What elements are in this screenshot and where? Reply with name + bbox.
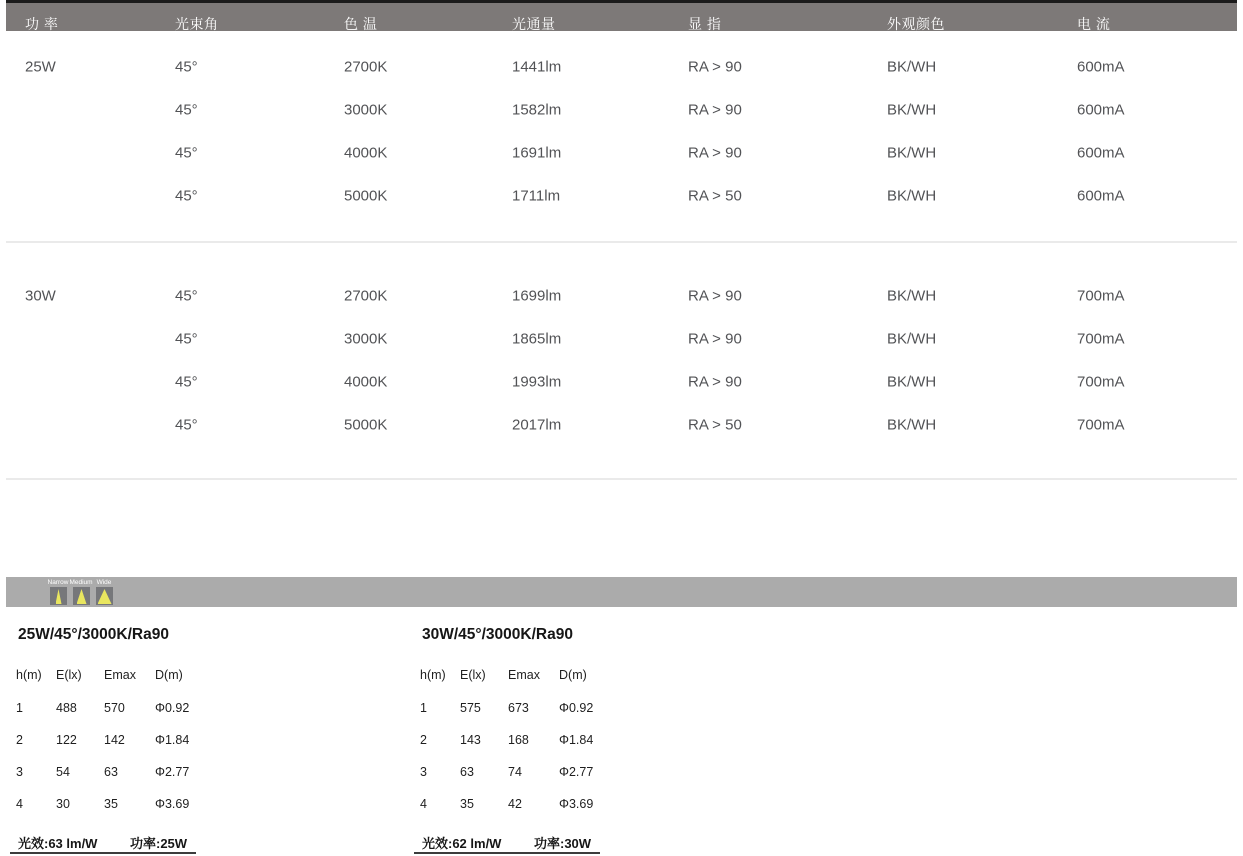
- cri-cell: RA > 50: [688, 416, 742, 433]
- lux-cell: 35: [460, 797, 474, 811]
- current-cell: 600mA: [1077, 58, 1125, 75]
- cct-cell: 2700K: [344, 287, 388, 304]
- col-header-flux: 光通量: [512, 16, 556, 32]
- lux-cell: 143: [460, 733, 481, 747]
- emax-cell: 42: [508, 797, 522, 811]
- diameter-cell: Φ1.84: [559, 733, 594, 747]
- current-cell: 700mA: [1077, 287, 1125, 304]
- height-cell: 2: [16, 733, 23, 747]
- beam-triangle: [77, 589, 87, 604]
- beam-label-narrow: Narrow: [47, 579, 69, 586]
- photo-col-emax: Emax: [104, 668, 136, 682]
- power-cell: 25W: [25, 58, 56, 75]
- power-cell: 30W: [25, 287, 56, 304]
- cri-cell: RA > 90: [688, 287, 742, 304]
- diameter-cell: Φ0.92: [155, 701, 190, 715]
- finish-cell: BK/WH: [887, 373, 937, 390]
- flux-cell: 1993lm: [512, 373, 562, 390]
- photo-col-height: h(m): [16, 668, 42, 682]
- group-divider: [6, 478, 1237, 480]
- col-header-power: 功 率: [25, 16, 59, 32]
- col-header-cct: 色 温: [344, 16, 378, 32]
- current-cell: 700mA: [1077, 373, 1125, 390]
- height-cell: 1: [16, 701, 23, 715]
- table-row: [0, 360, 1243, 403]
- diameter-cell: Φ3.69: [559, 797, 594, 811]
- power-value: 功率:30W: [534, 836, 592, 851]
- beam-angle-cell: 45°: [175, 287, 198, 304]
- diameter-cell: Φ1.84: [155, 733, 190, 747]
- group-divider: [6, 241, 1237, 243]
- beam-legend-bar: [6, 577, 1237, 607]
- photo-col-lux: E(lx): [56, 668, 82, 682]
- beam-triangle: [56, 589, 62, 604]
- height-cell: 3: [420, 765, 427, 779]
- power-value: 功率:25W: [130, 836, 188, 851]
- cct-cell: 4000K: [344, 373, 388, 390]
- finish-cell: BK/WH: [887, 58, 937, 75]
- wide-beam-icon: [96, 587, 113, 605]
- lux-cell: 488: [56, 701, 77, 715]
- finish-cell: BK/WH: [887, 287, 937, 304]
- col-header-current: 电 流: [1077, 16, 1111, 32]
- table-row: [0, 131, 1243, 174]
- photometric-table-25w: [0, 616, 330, 856]
- height-cell: 1: [420, 701, 427, 715]
- beam-angle-cell: 45°: [175, 330, 198, 347]
- beam-angle-cell: 45°: [175, 373, 198, 390]
- lux-cell: 54: [56, 765, 70, 779]
- col-header-finish: 外观颜色: [887, 16, 945, 32]
- finish-cell: BK/WH: [887, 101, 937, 118]
- diameter-cell: Φ3.69: [155, 797, 190, 811]
- cri-cell: RA > 50: [688, 187, 742, 204]
- lux-cell: 30: [56, 797, 70, 811]
- current-cell: 700mA: [1077, 330, 1125, 347]
- current-cell: 600mA: [1077, 187, 1125, 204]
- photometric-table-30w: [404, 616, 734, 856]
- flux-cell: 1699lm: [512, 287, 562, 304]
- finish-cell: BK/WH: [887, 330, 937, 347]
- emax-cell: 168: [508, 733, 529, 747]
- beam-angle-cell: 45°: [175, 416, 198, 433]
- cct-cell: 3000K: [344, 101, 388, 118]
- efficacy-value: 光效:62 lm/W: [422, 836, 502, 851]
- emax-cell: 74: [508, 765, 522, 779]
- emax-cell: 35: [104, 797, 118, 811]
- spec-table-header-bar: [0, 0, 1243, 31]
- finish-cell: BK/WH: [887, 187, 937, 204]
- beam-angle-cell: 45°: [175, 144, 198, 161]
- cri-cell: RA > 90: [688, 58, 742, 75]
- photometric-title: 30W/45°/3000K/Ra90: [422, 626, 573, 643]
- cri-cell: RA > 90: [688, 373, 742, 390]
- lux-cell: 122: [56, 733, 77, 747]
- spec-group-25w: [0, 45, 1243, 217]
- height-cell: 4: [16, 797, 23, 811]
- emax-cell: 142: [104, 733, 125, 747]
- cct-cell: 5000K: [344, 187, 388, 204]
- table-row: [0, 317, 1243, 360]
- footer-underline: [414, 852, 600, 854]
- table-row: [0, 274, 1243, 317]
- current-cell: 600mA: [1077, 101, 1125, 118]
- height-cell: 3: [16, 765, 23, 779]
- emax-cell: 63: [104, 765, 118, 779]
- photo-col-diameter: D(m): [559, 668, 587, 682]
- flux-cell: 1691lm: [512, 144, 562, 161]
- beam-angle-cell: 45°: [175, 58, 198, 75]
- beam-label-wide: Wide: [96, 579, 112, 586]
- finish-cell: BK/WH: [887, 416, 937, 433]
- cct-cell: 3000K: [344, 330, 388, 347]
- cri-cell: RA > 90: [688, 330, 742, 347]
- cct-cell: 5000K: [344, 416, 388, 433]
- diameter-cell: Φ2.77: [559, 765, 594, 779]
- flux-cell: 1711lm: [512, 187, 561, 204]
- col-header-cri: 显 指: [688, 16, 722, 32]
- lux-cell: 63: [460, 765, 474, 779]
- current-cell: 600mA: [1077, 144, 1125, 161]
- efficacy-value: 光效:63 lm/W: [18, 836, 98, 851]
- flux-cell: 1582lm: [512, 101, 562, 118]
- photo-col-emax: Emax: [508, 668, 540, 682]
- footer-underline: [10, 852, 196, 854]
- beam-angle-cell: 45°: [175, 187, 198, 204]
- table-row: [0, 45, 1243, 88]
- diameter-cell: Φ2.77: [155, 765, 190, 779]
- cri-cell: RA > 90: [688, 144, 742, 161]
- height-cell: 4: [420, 797, 427, 811]
- photometric-title: 25W/45°/3000K/Ra90: [18, 626, 169, 643]
- flux-cell: 1441lm: [512, 58, 562, 75]
- emax-cell: 570: [104, 701, 125, 715]
- cct-cell: 2700K: [344, 58, 388, 75]
- beam-label-medium: Medium: [69, 579, 93, 586]
- finish-cell: BK/WH: [887, 144, 937, 161]
- medium-beam-icon: [73, 587, 90, 605]
- diameter-cell: Φ0.92: [559, 701, 594, 715]
- table-row: [0, 88, 1243, 131]
- lux-cell: 575: [460, 701, 481, 715]
- cct-cell: 4000K: [344, 144, 388, 161]
- flux-cell: 2017lm: [512, 416, 562, 433]
- current-cell: 700mA: [1077, 416, 1125, 433]
- photo-col-diameter: D(m): [155, 668, 183, 682]
- table-row: [0, 403, 1243, 446]
- beam-angle-cell: 45°: [175, 101, 198, 118]
- table-row: [0, 174, 1243, 217]
- narrow-beam-icon: [50, 587, 67, 605]
- flux-cell: 1865lm: [512, 330, 562, 347]
- photo-col-lux: E(lx): [460, 668, 486, 682]
- height-cell: 2: [420, 733, 427, 747]
- spec-group-30w: [0, 274, 1243, 446]
- emax-cell: 673: [508, 701, 529, 715]
- cri-cell: RA > 90: [688, 101, 742, 118]
- beam-triangle: [98, 589, 112, 604]
- col-header-beam-angle: 光束角: [175, 16, 219, 32]
- photo-col-height: h(m): [420, 668, 446, 682]
